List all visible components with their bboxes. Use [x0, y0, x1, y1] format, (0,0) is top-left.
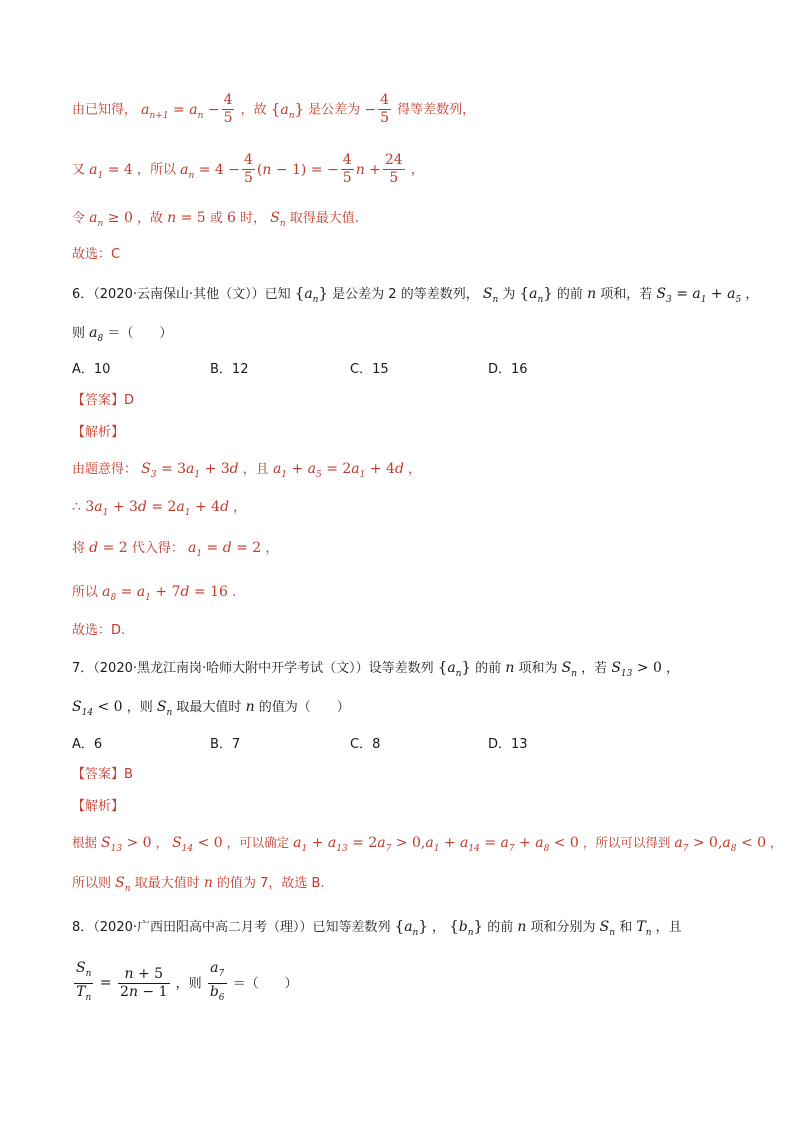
q7-option-d[interactable]: D．13: [488, 737, 528, 752]
q6-option-b[interactable]: B．12: [210, 362, 249, 377]
q7-solution-2: 所以则 $S_n$ 取最大值时 n 的值为 7，故选 B.: [72, 875, 325, 894]
q5-line-1: 由已知得， $a_{n+1} = a_n$ − $\frac{4}{5}$ ，故 $\{a_n\}$ 是公差为 − $\frac{4}{5}$ 得等差数列，: [72, 92, 476, 126]
q6-option-c[interactable]: C．15: [350, 362, 389, 377]
q7-options: [72, 735, 528, 755]
q7-stem-line-2: $S_{14} < 0$ ，则 $S_n$ 取最大值时 n 的值为（ ）: [72, 699, 350, 718]
q6-solution-2: ∴ $3a_1 + 3d = 2a_1 + 4d$ ，: [72, 499, 247, 518]
q6-analysis-heading: 【解析】: [72, 425, 125, 440]
q6-option-d[interactable]: D．16: [488, 362, 528, 377]
q6-conclusion: 故选：D.: [72, 623, 126, 638]
q7-solution-1: 根据 $S_{13} > 0$ ， $S_{14} < 0$ ，可以确定 $a_1 + a_{13} = 2a_7 > 0,a_1 + a_{14} = a_7 + a_8 < 0$ ，所以可以得到 $a_7 > 0,a_8 < 0$ ，: [72, 835, 783, 854]
q7-analysis-heading: 【解析】: [72, 799, 125, 814]
q5-line-3: 令 $a_n \ge 0$ ，故 n = 5 或 6 时， $S_n$ 取得最大值.: [72, 210, 359, 229]
q5-line-2: 又 $a_1 = 4$ ，所以 $a_n = 4$ − $\frac{4}{5}$ (n − 1) = − $\frac{4}{5}$ n + $\frac{24}{5}$ ，: [72, 152, 424, 186]
q6-answer: 【答案】D: [72, 393, 135, 408]
q6-solution-3: 将 d = 2 代入得： $a_1 = d = 2$ ，: [72, 540, 279, 559]
q5-conclusion: 故选：C: [72, 247, 121, 262]
q7-answer: 【答案】B: [72, 767, 133, 782]
q6-option-a[interactable]: A．10: [72, 362, 111, 377]
q6-solution-1: 由题意得： $S_3 = 3a_1 + 3d$ ，且 $a_1 + a_5 = 2a_1 + 4d$ ，: [72, 461, 422, 480]
q7-stem-line-1: 7．（2020·黑龙江南岗·哈师大附中开学考试（文））设等差数列 $\{a_n\}$ 的前 n 项和为 $S_n$ ，若 $S_{13} > 0$ ，: [72, 658, 680, 679]
q6-stem-line-1: 6．（2020·云南保山·其他（文））已知 $\{a_n\}$ 是公差为 2 的等差数列， $S_n$ 为 $\{a_n\}$ 的前 n 项和，若 $S_3 = a_1 + a_5$ ，: [72, 284, 759, 305]
q8-stem-line-2: $\frac{S_n}{T_n}$ = $\frac{n + 5}{2n - 1}$ ，则 $\frac{a_7}{b_6}$ ＝（ ）: [76, 960, 298, 1003]
q6-options: [72, 360, 528, 380]
q7-option-c[interactable]: C．8: [350, 737, 381, 752]
q7-option-b[interactable]: B．7: [210, 737, 241, 752]
q7-option-a[interactable]: A．6: [72, 737, 103, 752]
q6-stem-line-2: 则 $a_8$ ＝（ ）: [72, 325, 173, 344]
q8-stem-line-1: 8．（2020·广西田阳高中高二月考（理））已知等差数列 $\{a_n\}$ ， $\{b_n\}$ 的前 n 项和分别为 $S_n$ 和 $T_n$ ，且: [72, 917, 682, 938]
q6-solution-4: 所以 $a_8 = a_1 + 7d = 16$ .: [72, 584, 237, 603]
formula-an1: $a_{n+1} = a_n$ − $\frac{4}{5}$: [141, 92, 233, 126]
